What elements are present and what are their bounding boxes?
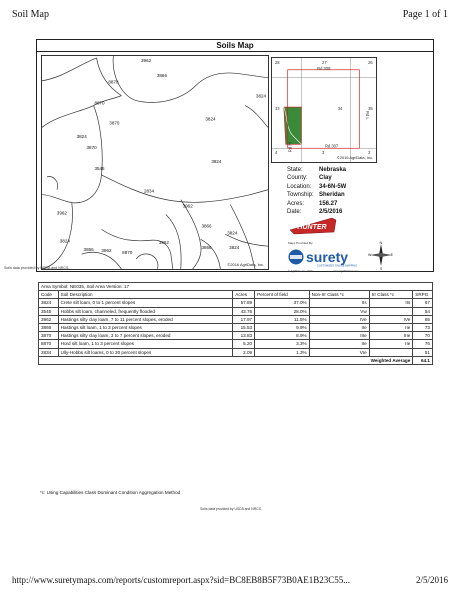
data-credit: Soils data provided by USDA and NRCS. bbox=[200, 507, 262, 511]
area-symbol: Area Symbol: NE035, Soil Area Version: 17 bbox=[39, 283, 433, 291]
location-info bbox=[287, 166, 346, 216]
map-label-7: 3870 bbox=[109, 120, 120, 126]
tract-parcel bbox=[284, 107, 302, 144]
map-label-21: 3962 bbox=[158, 240, 169, 246]
surety-logo bbox=[287, 240, 367, 274]
locator-corner-9: 2 bbox=[368, 150, 371, 156]
table-row: 3866 Hastings silt loam, 1 to 3 percent slopes 15.53 9.9% IIe IIe 73 bbox=[39, 323, 433, 331]
header-percent: Percent of field bbox=[255, 291, 310, 299]
map-label-3: 3866 bbox=[156, 72, 167, 78]
svg-text:W: W bbox=[368, 253, 372, 257]
page-title: Soil Map bbox=[12, 9, 49, 20]
map-label-15: 3824 bbox=[59, 238, 70, 244]
svg-text:E: E bbox=[390, 253, 393, 257]
locator-road-3: Rd M bbox=[287, 142, 293, 153]
map-label-2: 8870 bbox=[108, 79, 119, 85]
table-row: 3545 Hobbs silt loam, channeled, frequently flooded 43.76 28.0% Vw 54 bbox=[39, 307, 433, 315]
svg-text:© AgriData, Inc. 2016: © AgriData, Inc. 2016 bbox=[288, 270, 313, 273]
locator-corner-3: 26 bbox=[368, 59, 373, 65]
svg-text:surety: surety bbox=[306, 249, 349, 265]
map-label-6: 8870 bbox=[94, 100, 105, 106]
maps-provided-by: Maps Provided By: bbox=[288, 241, 314, 245]
header-code: Code bbox=[39, 291, 59, 299]
weighted-average-label: Weighted Average bbox=[39, 356, 413, 364]
map-label-14: 3962 bbox=[182, 203, 193, 209]
map-label-1: 3962 bbox=[141, 57, 152, 63]
locator-copyright: ©2016 AgriData, Inc. bbox=[336, 155, 374, 161]
map-label-17: 3824 bbox=[227, 230, 238, 236]
table-row: 2834 Ully-Hobbs silt loams, 0 to 30 percent slopes 2.09 1.3% VIe 51 bbox=[39, 348, 433, 356]
header-non-irr: Non-Irr Class *c bbox=[309, 291, 369, 299]
map-label-13: 3962 bbox=[56, 210, 67, 216]
compass-rose-icon bbox=[368, 240, 394, 270]
svg-text:N: N bbox=[379, 240, 383, 245]
soil-map bbox=[41, 55, 269, 270]
svg-text:HUNTER: HUNTER bbox=[297, 224, 327, 231]
locator-drawing bbox=[272, 58, 376, 162]
soil-table bbox=[38, 282, 433, 365]
header-acres: Acres bbox=[233, 291, 255, 299]
locator-corner-6: 35 bbox=[368, 106, 373, 111]
info-row-location: Location: 34-6N-5W bbox=[287, 183, 347, 190]
table-row: 3824 Crete silt loam, 0 to 1 percent slopes 57.89 37.0% IIs IIs 67 bbox=[39, 299, 433, 307]
footnote: *c: Using Capabilities Class Dominant Condition Aggregation Method bbox=[40, 490, 181, 495]
map-label-11: 3824 bbox=[211, 158, 222, 164]
map-label-18: 3866 bbox=[83, 247, 94, 253]
map-label-23: 3824 bbox=[229, 245, 240, 251]
map-label-4: 3824 bbox=[255, 93, 267, 99]
svg-text:S: S bbox=[379, 267, 383, 270]
area-symbol-row bbox=[39, 283, 433, 291]
locator-corner-8: 3 bbox=[322, 150, 325, 156]
map-label-9: 3870 bbox=[86, 145, 97, 151]
header-description: Soil Description bbox=[58, 291, 233, 299]
info-row-date: Date: 2/5/2016 bbox=[287, 209, 343, 216]
info-row-county: County: Clay bbox=[287, 175, 332, 182]
map-label-5: 3824 bbox=[205, 116, 216, 122]
map-label-22: 3866 bbox=[201, 245, 212, 251]
footer-url: http://www.suretymaps.com/reports/customreport.aspx?sid=BC8EB8B5F73B0AE1B23C55... bbox=[12, 575, 350, 585]
map-label-16: 3866 bbox=[201, 223, 212, 229]
map-label-12: 2834 bbox=[143, 188, 155, 194]
hunter-logo bbox=[288, 214, 338, 236]
svg-text:www.AgriDataInc.com: www.AgriDataInc.com bbox=[333, 270, 359, 273]
soil-map-drawing bbox=[42, 56, 268, 269]
locator-road-2: Rd 307 bbox=[324, 143, 339, 149]
locator-corner-1: 28 bbox=[274, 59, 280, 65]
footer-date: 2/5/2016 bbox=[415, 575, 448, 585]
table-row: 8870 Hord silt loam, 1 to 3 percent slopes 5.20 3.3% IIe IIe 76 bbox=[39, 340, 433, 348]
info-row-state: State: Nebraska bbox=[287, 167, 347, 173]
map-credit: Soils data provided by USDA and NRCS. bbox=[4, 266, 70, 270]
map-label-20: 8870 bbox=[122, 250, 133, 256]
table-header-row bbox=[39, 291, 433, 299]
weighted-average-row bbox=[39, 356, 433, 364]
page-number: Page 1 of 1 bbox=[402, 9, 448, 20]
locator-corner-7: 4 bbox=[274, 150, 278, 156]
table-row: 3962 Hastings silty clay loam, 7 to 11 percent slopes, eroded 17.97 11.5% IVe IVe 65 bbox=[39, 315, 433, 323]
info-row-township: Township: Sheridan bbox=[287, 192, 345, 199]
weighted-average-value: 64.1 bbox=[413, 356, 433, 364]
locator-road-4: Rd L bbox=[365, 110, 371, 120]
table-row: 3870 Hastings silty clay loam, 3 to 7 percent slopes, eroded 13.83 8.9% IIIe IIIe 70 bbox=[39, 332, 433, 340]
locator-road-1: Rd 308 bbox=[317, 65, 331, 71]
report-title: Soils Map bbox=[37, 40, 433, 52]
locator-map bbox=[271, 57, 377, 163]
map-label-19: 3962 bbox=[101, 248, 112, 254]
map-label-8: 3824 bbox=[76, 134, 87, 140]
map-label-10: 3545 bbox=[94, 165, 105, 171]
info-row-acres: Acres: 156.27 bbox=[287, 200, 338, 207]
map-copyright: ©2016 AgriData, Inc. bbox=[227, 262, 264, 268]
locator-corner-2: 27 bbox=[322, 59, 327, 65]
header-srpg: SRPG bbox=[413, 291, 433, 299]
locator-corner-5: 34 bbox=[337, 106, 343, 111]
header-irr: Irr Class *c bbox=[369, 291, 413, 299]
locator-corner-4: 33 bbox=[274, 106, 280, 111]
svg-text:CUSTOMIZED ONLINE MAPPING: CUSTOMIZED ONLINE MAPPING bbox=[317, 264, 358, 268]
